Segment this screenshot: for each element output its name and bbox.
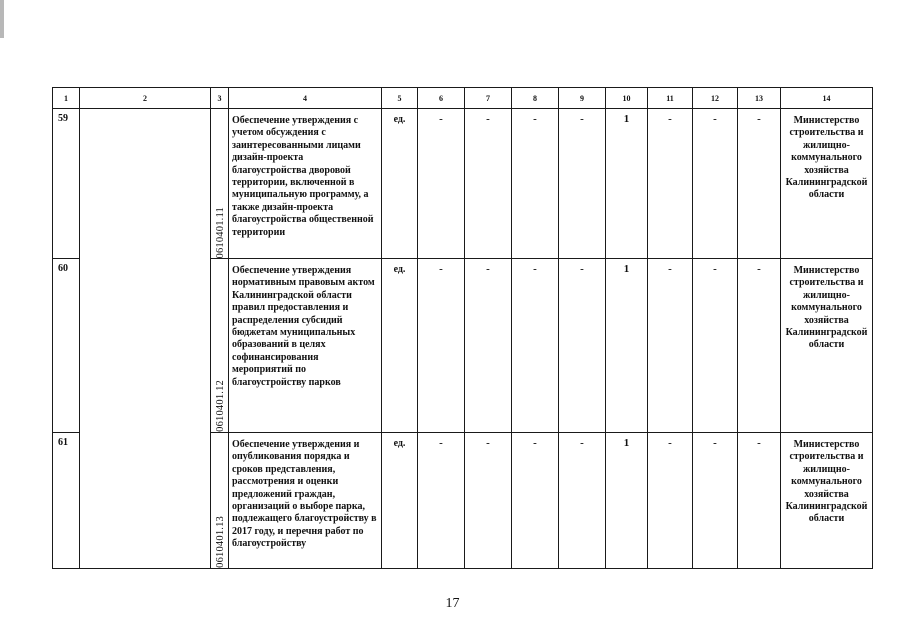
column-number: 9 xyxy=(559,88,606,109)
value-cell: - xyxy=(418,259,465,433)
column-number: 1 xyxy=(53,88,80,109)
value-cell: - xyxy=(465,109,512,259)
value-cell: - xyxy=(418,109,465,259)
measure-code: 0610401.13 xyxy=(214,516,226,568)
value-cell: - xyxy=(512,259,559,433)
value-cell: - xyxy=(465,433,512,569)
column-number: 4 xyxy=(229,88,382,109)
value-cell: - xyxy=(512,433,559,569)
code-cell xyxy=(211,109,229,259)
value-cell: - xyxy=(738,109,781,259)
value-cell: - xyxy=(648,109,693,259)
value-cell: 1 xyxy=(606,433,648,569)
column-number: 8 xyxy=(512,88,559,109)
value-cell: - xyxy=(648,259,693,433)
column-number: 12 xyxy=(693,88,738,109)
column-number: 3 xyxy=(211,88,229,109)
column-number: 2 xyxy=(80,88,211,109)
column-number-row xyxy=(53,88,873,109)
value-cell: - xyxy=(559,259,606,433)
value-cell: - xyxy=(418,433,465,569)
column-number: 11 xyxy=(648,88,693,109)
page-number: 17 xyxy=(445,596,460,611)
merged-column-2 xyxy=(80,109,211,569)
measure-code: 0610401.12 xyxy=(214,380,226,432)
responsible-body: Министерство строительства и жилищно-коммунального хозяйства Калининградской области xyxy=(781,259,873,433)
row-number: 59 xyxy=(53,109,80,259)
value-cell: - xyxy=(559,109,606,259)
value-cell: - xyxy=(465,259,512,433)
table-row xyxy=(53,109,873,259)
code-cell xyxy=(211,433,229,569)
value-cell: - xyxy=(512,109,559,259)
column-number: 13 xyxy=(738,88,781,109)
column-number: 6 xyxy=(418,88,465,109)
measure-description: Обеспечение утверждения нормативным правовым актом Калининградской области правил предоставления и распределения субсидий бюджетам муниципальных образований в целях софинансирования мероприятий по благоустройству парков xyxy=(229,259,382,433)
value-cell: - xyxy=(738,259,781,433)
row-number: 60 xyxy=(53,259,80,433)
column-number: 7 xyxy=(465,88,512,109)
column-number: 14 xyxy=(781,88,873,109)
responsible-body: Министерство строительства и жилищно-коммунального хозяйства Калининградской области xyxy=(781,109,873,259)
measure-description: Обеспечение утверждения с учетом обсуждения с заинтересованными лицами дизайн-проекта благоустройства дворовой территории, включенной в муниципальную программу, а также дизайн-проекта благоустройства общественной территории xyxy=(229,109,382,259)
value-cell: - xyxy=(559,433,606,569)
responsible-body: Министерство строительства и жилищно-коммунального хозяйства Калининградской области xyxy=(781,433,873,569)
value-cell: 1 xyxy=(606,109,648,259)
unit: ед. xyxy=(382,259,418,433)
unit: ед. xyxy=(382,109,418,259)
measure-description: Обеспечение утверждения и опубликования порядка и сроков представления, рассмотрения и оценки предложений граждан, организаций о выборе парка, подлежащего благоустройству в 2017 году, и перечня работ по благоустройству xyxy=(229,433,382,569)
value-cell: 1 xyxy=(606,259,648,433)
value-cell: - xyxy=(693,109,738,259)
measure-code: 0610401.11 xyxy=(214,206,226,258)
scan-edge-mark xyxy=(0,0,4,38)
column-number: 5 xyxy=(382,88,418,109)
value-cell: - xyxy=(738,433,781,569)
value-cell: - xyxy=(648,433,693,569)
row-number: 61 xyxy=(53,433,80,569)
column-number: 10 xyxy=(606,88,648,109)
program-table xyxy=(52,87,873,569)
code-cell xyxy=(211,259,229,433)
unit: ед. xyxy=(382,433,418,569)
value-cell: - xyxy=(693,259,738,433)
value-cell: - xyxy=(693,433,738,569)
